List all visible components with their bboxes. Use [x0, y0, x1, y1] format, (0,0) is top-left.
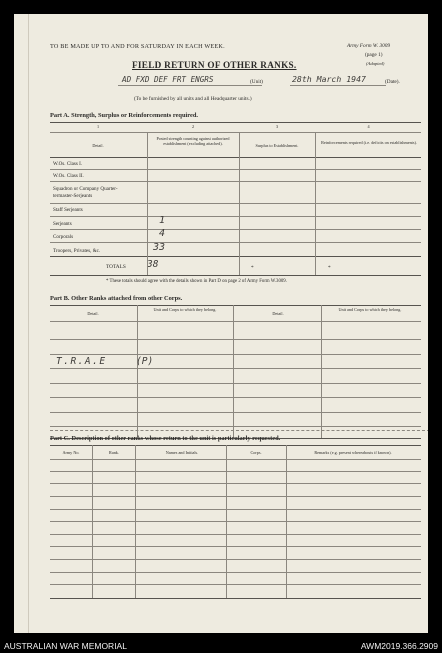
part-b-col-detail-1: Detail.	[87, 311, 99, 316]
part-b-row-rule	[50, 397, 421, 398]
adapted-label: (Adapted)	[366, 61, 385, 66]
part-c-col-corps: Corps.	[250, 450, 262, 455]
part-b-col-divider	[137, 305, 138, 438]
row-label-cqms: Squadron or Company Quarter-	[53, 186, 118, 192]
unit-line	[118, 85, 262, 86]
row-rule	[50, 203, 421, 204]
part-c-row-rule	[50, 483, 421, 484]
header-bottom-rule	[50, 157, 421, 158]
part-b-top-rule	[50, 305, 421, 306]
row-rule	[50, 242, 421, 243]
row-rule	[50, 256, 421, 257]
form-page	[14, 14, 428, 633]
part-b-col-divider	[233, 305, 234, 438]
col-divider	[239, 132, 240, 275]
part-c-row-rule	[50, 584, 421, 585]
part-c-col-remarks: Remarks (e.g. present whereabouts if known).	[314, 450, 392, 455]
col-divider	[315, 132, 316, 275]
row-label-troopers: Troopers, Privates, &c.	[53, 248, 101, 254]
col-num-1: 1	[96, 124, 100, 129]
totals-value: 38	[147, 259, 159, 270]
col-header-reinforcements: Reinforcements required (i.e. deficits on establishments).	[321, 140, 417, 145]
col-divider	[147, 132, 148, 275]
posted-troopers: 33	[153, 242, 166, 253]
row-rule	[50, 216, 421, 217]
form-title: FIELD RETURN OF OTHER RANKS.	[132, 60, 297, 70]
part-b-row-rule	[50, 426, 421, 427]
part-b-prefix: Part B.	[50, 295, 70, 302]
row-rule	[50, 181, 421, 182]
part-c-col-divider	[226, 445, 227, 598]
part-c-row-rule	[50, 546, 421, 547]
part-a-title: Strength, Surplus or Reinforcements required.	[71, 112, 199, 119]
row-rule	[50, 169, 421, 170]
part-a-top-rule	[50, 122, 421, 123]
part-b-col-unit-2: Unit and Corps to which they belong.	[338, 307, 402, 312]
row-label-serjeants: Serjeants	[53, 221, 72, 227]
col-header-posted: Posted strength counting against authorized establishment (excluding attached).	[156, 136, 230, 146]
part-b-heading	[50, 295, 182, 302]
part-c-row-rule	[50, 534, 421, 535]
part-b-row-rule	[50, 339, 421, 340]
row-label-corporals: Corporals	[53, 234, 74, 240]
part-c-heading	[50, 435, 280, 442]
date-handwritten: 28th March 1947	[292, 74, 366, 84]
col-num-rule	[50, 132, 421, 133]
col-header-surplus: Surplus to Establishment.	[255, 143, 299, 148]
col-num-2: 2	[191, 124, 195, 129]
part-b-row-rule	[50, 354, 421, 355]
posted-serjeants: 1	[159, 215, 166, 226]
part-b-row-rule	[50, 368, 421, 369]
row-label-cqms-line2: termaster-Serjeants	[53, 193, 93, 199]
page-label: (page 1)	[365, 52, 383, 58]
part-c-col-divider	[92, 445, 93, 598]
part-c-row-rule	[50, 496, 421, 497]
part-c-col-names: Names and Initials.	[165, 450, 199, 455]
furnished-note: (To be furnished by all units and all Headquarter units.)	[134, 96, 252, 102]
part-b-title: Other Ranks attached from other Corps.	[71, 295, 183, 302]
part-c-header-rule	[50, 459, 421, 460]
part-b-row-rule	[50, 383, 421, 384]
part-c-top-rule	[50, 445, 421, 446]
part-c-row-rule	[50, 559, 421, 560]
unit-label: (Unit)	[250, 79, 263, 85]
totals-asterisk-reinforcements: *	[328, 265, 331, 271]
part-b-col-divider	[321, 305, 322, 438]
row-label-wo2: W.Os. Class II.	[53, 173, 84, 179]
footer-institution: AUSTRALIAN WAR MEMORIAL	[4, 641, 127, 651]
part-a-footnote: * These totals should agree with the details shown in Part D on page 2 of Army Form W.3009.	[106, 279, 287, 284]
unit-handwritten: AD FXD DEF FRT ENGRS	[122, 75, 214, 84]
part-c-col-divider	[286, 445, 287, 598]
instruction-text: TO BE MADE UP TO AND FOR SATURDAY IN EACH WEEK.	[50, 43, 225, 50]
totals-label: TOTALS	[106, 264, 126, 270]
part-c-col-army-no: Army No.	[62, 450, 80, 455]
dotted-separator	[50, 430, 428, 431]
totals-bottom-rule	[50, 275, 421, 276]
part-b-col-unit-1: Unit and Corps to which they belong.	[153, 307, 217, 312]
part-b-entry-detail: T.R.A.E	[56, 356, 107, 367]
part-b-row-rule	[50, 412, 421, 413]
date-line	[290, 85, 386, 86]
part-c-title: Description of other ranks whose return to the unit is particularly requested.	[71, 435, 281, 442]
part-c-col-divider	[135, 445, 136, 598]
part-a-heading	[50, 112, 198, 119]
part-c-prefix: Part C.	[50, 435, 70, 442]
row-rule	[50, 229, 421, 230]
col-num-3: 3	[275, 124, 279, 129]
part-c-row-rule	[50, 572, 421, 573]
col-header-detail: Detail.	[92, 143, 104, 148]
row-label-wo1: W.Os. Class I.	[53, 161, 83, 167]
part-c-row-rule	[50, 471, 421, 472]
posted-corporals: 4	[159, 228, 166, 239]
part-c-col-rank: Rank.	[109, 450, 119, 455]
date-label: (Date).	[385, 79, 400, 85]
part-b-header-rule	[50, 321, 421, 322]
totals-asterisk-surplus: *	[251, 265, 254, 271]
row-label-staff-serjeants: Staff Serjeants	[53, 207, 83, 213]
col-num-4: 4	[367, 124, 370, 129]
part-b-entry-unit: (P)	[136, 356, 154, 367]
part-a-prefix: Part A.	[50, 112, 70, 119]
part-c-row-rule	[50, 521, 421, 522]
footer-accession-number: AWM2019.366.2909	[360, 641, 438, 651]
part-c-row-rule	[50, 509, 421, 510]
paper-fold-edge	[28, 14, 29, 633]
form-number: Army Form W. 3009	[347, 43, 391, 49]
part-b-col-detail-2: Detail.	[272, 311, 284, 316]
part-c-bottom-rule	[50, 598, 421, 599]
